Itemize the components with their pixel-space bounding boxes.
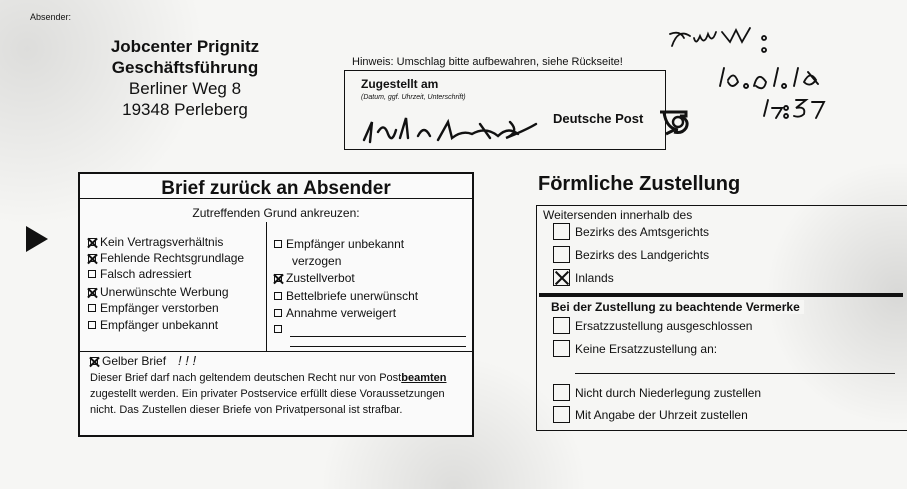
formal-delivery-title: Förmliche Zustellung — [538, 173, 741, 195]
option-recipient-unknown[interactable] — [88, 318, 218, 333]
handwritten-signature — [360, 110, 560, 148]
checkbox-icon[interactable] — [274, 309, 282, 317]
checkbox-icon[interactable] — [274, 325, 282, 333]
checkbox-checked-icon[interactable] — [88, 254, 96, 262]
carrier-name: Deutsche Post — [553, 111, 644, 126]
option-no-substitute-delivery[interactable] — [553, 340, 717, 357]
option-label: Nicht durch Niederlegung zustellen — [575, 386, 762, 400]
option-no-deposit-delivery[interactable] — [553, 384, 761, 401]
option-label: Inlands — [575, 271, 614, 285]
blank-line — [575, 373, 895, 374]
option-label: Falsch adressiert — [100, 267, 192, 281]
option-district-court[interactable] — [553, 223, 709, 240]
yellow-letter-notice — [90, 370, 470, 418]
option-yellow-letter[interactable] — [90, 353, 196, 368]
sender-label: Absender: — [30, 12, 72, 22]
option-substitute-delivery-excluded[interactable] — [553, 317, 752, 334]
checkbox-checked-icon[interactable] — [88, 238, 96, 246]
checkbox-checked-icon[interactable] — [553, 269, 570, 286]
notice-emphasis: beamten — [401, 372, 447, 384]
option-regional-court[interactable] — [553, 246, 709, 263]
notice-text: Dieser Brief darf nach geltendem deutschen Recht nur von Post — [90, 372, 402, 384]
handwritten-exclamation-marks: ! ! ! — [178, 353, 197, 368]
checkbox-icon[interactable] — [553, 317, 570, 334]
envelope-hint: Hinweis: Umschlag bitte aufbewahren, siehe Rückseite! — [352, 56, 623, 68]
sender-line-3: Berliner Weg 8 — [128, 79, 242, 98]
option-label: Zustellverbot — [286, 271, 355, 285]
checkbox-checked-icon[interactable] — [88, 288, 96, 296]
sender-line-4: 19348 Perleberg — [122, 100, 248, 119]
option-recipient-moved[interactable] — [274, 237, 404, 252]
option-domestic[interactable] — [553, 269, 614, 286]
checkbox-icon[interactable] — [553, 406, 570, 423]
blank-line — [290, 336, 466, 337]
option-label: Bezirks des Amtsgerichts — [575, 225, 710, 239]
option-label: Empfänger unbekannt — [100, 318, 219, 332]
column-divider — [266, 222, 267, 352]
checkbox-icon[interactable] — [274, 292, 282, 300]
divider — [80, 351, 472, 352]
checkbox-icon[interactable] — [88, 304, 96, 312]
delivered-title: Zugestellt am — [361, 77, 439, 91]
checkbox-icon[interactable] — [553, 223, 570, 240]
sender-address — [105, 36, 265, 120]
notice-text: zugestellt werden. Ein privater Postservice erfüllt diese Voraussetzungen nicht. Das Zustellen dieser Briefe von Privatpersonal ist strafbar. — [90, 388, 445, 416]
option-wrong-address[interactable] — [88, 267, 191, 282]
return-title: Brief zurück an Absender — [161, 178, 391, 199]
delivered-subtitle: (Datum, ggf. Uhrzeit, Unterschrift) — [361, 94, 466, 101]
option-label: Ersatzzustellung ausgeschlossen — [575, 319, 753, 333]
checkbox-icon[interactable] — [553, 246, 570, 263]
return-subtitle: Zutreffenden Grund ankreuzen: — [192, 206, 360, 220]
arrow-pointer-icon — [26, 226, 48, 252]
option-label: Fehlende Rechtsgrundlage — [100, 251, 245, 265]
option-label: Bezirks des Landgerichts — [575, 248, 710, 262]
checkbox-icon[interactable] — [274, 240, 282, 248]
checkbox-icon[interactable] — [553, 384, 570, 401]
option-label: Bettelbriefe unerwünscht — [286, 289, 419, 303]
option-label: Empfänger verstorben — [100, 301, 219, 315]
option-label: Annahme verweigert — [286, 306, 397, 320]
option-label: Gelber Brief — [102, 354, 167, 368]
option-deliver-with-time[interactable] — [553, 406, 748, 423]
checkbox-checked-icon[interactable] — [90, 357, 98, 365]
checkbox-icon[interactable] — [88, 270, 96, 278]
option-missing-legal-basis[interactable] — [88, 251, 244, 266]
option-no-contract[interactable] — [88, 235, 223, 250]
notes-title: Bei der Zustellung zu beachtende Vermerke — [547, 300, 804, 314]
blank-line — [290, 346, 466, 347]
checkbox-icon[interactable] — [88, 321, 96, 329]
forward-label: Weitersenden innerhalb des — [543, 208, 693, 222]
option-recipient-deceased[interactable] — [88, 301, 219, 316]
divider — [80, 198, 472, 199]
option-unwanted-advertising[interactable] — [88, 285, 229, 300]
option-delivery-ban[interactable] — [274, 271, 355, 286]
option-label: Empfänger unbekannt — [286, 237, 405, 251]
checkbox-checked-icon[interactable] — [274, 274, 282, 282]
option-label-continued: verzogen — [292, 254, 342, 268]
checkbox-icon[interactable] — [553, 340, 570, 357]
option-begging-letters-unwanted[interactable] — [274, 289, 418, 304]
option-label: Keine Ersatzzustellung an: — [575, 342, 718, 356]
sender-line-1: Jobcenter Prignitz — [110, 37, 260, 56]
option-label: Kein Vertragsverhältnis — [100, 235, 224, 249]
option-label: Unerwünschte Werbung — [100, 285, 229, 299]
option-label: Mit Angabe der Uhrzeit zustellen — [575, 408, 748, 422]
return-to-sender-box — [78, 172, 474, 437]
option-other[interactable] — [274, 322, 286, 337]
handwritten-receipt-note — [660, 16, 860, 126]
section-separator — [539, 293, 903, 297]
sender-line-2: Geschäftsführung — [111, 58, 259, 77]
formal-delivery-box — [536, 205, 907, 431]
option-acceptance-refused[interactable] — [274, 306, 396, 321]
